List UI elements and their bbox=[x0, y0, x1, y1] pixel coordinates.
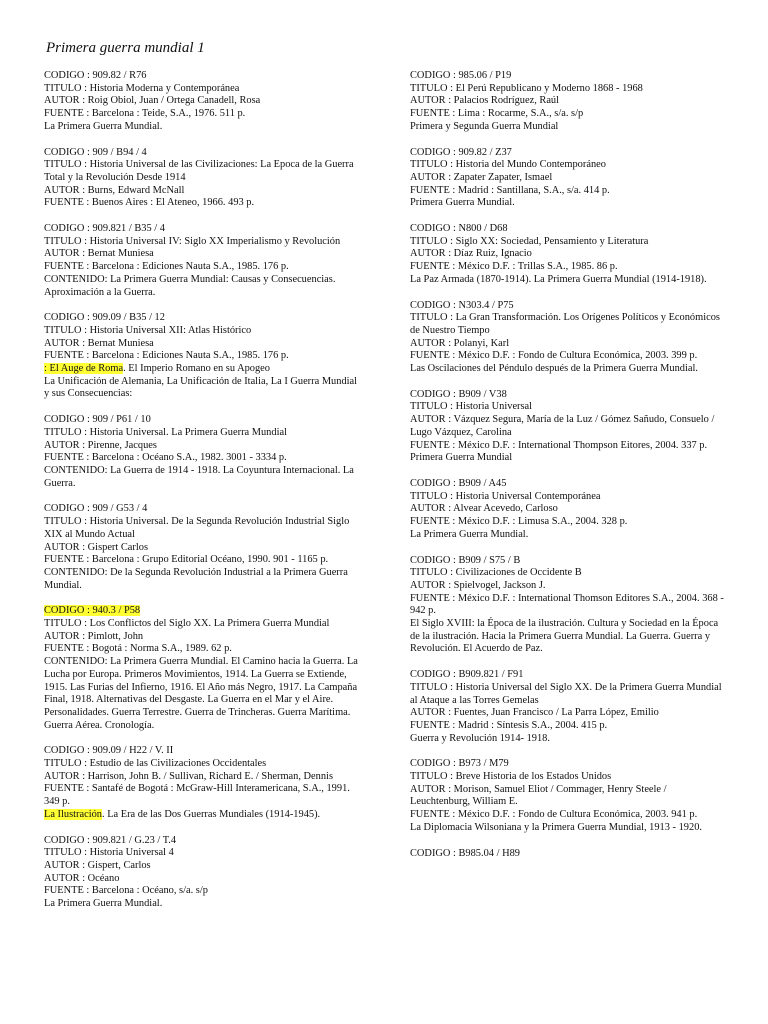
entry-line bbox=[410, 172, 728, 185]
catalog-entry bbox=[410, 555, 728, 657]
entry-text: TITULO : Historia Universal 4 bbox=[44, 847, 174, 859]
entry-text: Las Oscilaciones del Péndulo después de la Primera Guerra Mundial. bbox=[410, 363, 698, 375]
entry-line bbox=[44, 898, 364, 911]
entry-line bbox=[44, 656, 364, 732]
entry-text: AUTOR : Zapater Zapater, Ismael bbox=[410, 171, 553, 183]
entry-line bbox=[410, 197, 728, 210]
entry-text: La Paz Armada (1870-1914). La Primera Guerra Mundial (1914-1918). bbox=[410, 273, 707, 285]
entry-line bbox=[44, 440, 364, 453]
catalog-entry bbox=[410, 223, 728, 287]
entry-line bbox=[410, 95, 728, 108]
entry-text: TITULO : Historia Universal. La Primera Guerra Mundial bbox=[44, 426, 287, 438]
entry-line bbox=[44, 542, 364, 555]
entry-text: CODIGO : 909.09 / B35 / 12 bbox=[44, 312, 165, 324]
entry-line bbox=[44, 376, 364, 401]
entry-line bbox=[44, 274, 364, 299]
entry-text: CODIGO : 909 / B94 / 4 bbox=[44, 146, 147, 158]
entry-line bbox=[44, 554, 364, 567]
catalog-entry bbox=[410, 758, 728, 834]
entry-line bbox=[44, 83, 364, 96]
entry-text: TITULO : Historia Universal bbox=[410, 401, 533, 413]
entry-line bbox=[410, 580, 728, 593]
entry-line bbox=[410, 248, 728, 261]
entry-text: TITULO : Breve Historia de los Estados Unidos bbox=[410, 771, 612, 783]
entry-text: FUENTE : México D.F. : Trillas S.A., 1985. 86 p. bbox=[410, 261, 618, 273]
document-title: Primera guerra mundial 1 bbox=[46, 40, 205, 56]
entry-line bbox=[410, 350, 728, 363]
entry-line bbox=[410, 121, 728, 134]
entry-line bbox=[44, 873, 364, 886]
entry-text: FUENTE : México D.F. : International Thomson Editores S.A., 2004. 368 - 942 p. bbox=[410, 592, 724, 617]
entry-text: FUENTE : Barcelona : Océano S.A., 1982. 3001 - 3334 p. bbox=[44, 452, 287, 464]
entry-line bbox=[410, 669, 728, 682]
entry-text: FUENTE : Madrid : Santillana, S.A., s/a. 414 p. bbox=[410, 184, 610, 196]
entry-text: AUTOR : Palacios Rodríguez, Raúl bbox=[410, 95, 560, 107]
entry-line bbox=[410, 261, 728, 274]
entry-line bbox=[410, 401, 728, 414]
entry-line bbox=[410, 83, 728, 96]
entry-line bbox=[410, 733, 728, 746]
entry-text: CODIGO : B909 / V38 bbox=[410, 388, 507, 400]
entry-text: . La Era de las Dos Guerras Mundiales (1914-1945). bbox=[102, 808, 321, 820]
entry-line bbox=[410, 567, 728, 580]
entry-line bbox=[44, 325, 364, 338]
entry-line bbox=[44, 248, 364, 261]
entry-line bbox=[410, 236, 728, 249]
entry-line bbox=[410, 720, 728, 733]
entry-text: FUENTE : México D.F. : Limusa S.A., 2004. 328 p. bbox=[410, 516, 628, 528]
entry-line bbox=[410, 108, 728, 121]
entry-text: TITULO : El Perú Republicano y Moderno 1868 - 1968 bbox=[410, 82, 643, 94]
entry-line bbox=[410, 784, 728, 809]
entry-text: CODIGO : 909.09 / H22 / V. II bbox=[44, 745, 174, 757]
entry-text: AUTOR : Gispert, Carlos bbox=[44, 859, 151, 871]
catalog-entry bbox=[44, 70, 364, 134]
entry-line bbox=[44, 860, 364, 873]
entry-line bbox=[410, 758, 728, 771]
entry-line bbox=[410, 503, 728, 516]
entry-text: TITULO : Estudio de las Civilizaciones Occidentales bbox=[44, 758, 267, 770]
entry-text: FUENTE : Barcelona : Teide, S.A., 1976. 511 p. bbox=[44, 108, 246, 120]
entry-text: FUENTE : Barcelona : Ediciones Nauta S.A., 1985. 176 p. bbox=[44, 261, 289, 273]
entry-line bbox=[410, 338, 728, 351]
entry-text: La Primera Guerra Mundial. bbox=[44, 898, 163, 910]
entry-text: TITULO : Siglo XX: Sociedad, Pensamiento y Literatura bbox=[410, 235, 649, 247]
entry-line bbox=[410, 478, 728, 491]
entry-line bbox=[410, 414, 728, 439]
entry-line bbox=[410, 707, 728, 720]
catalog-entry bbox=[410, 848, 728, 861]
entry-text: AUTOR : Bernat Muniesa bbox=[44, 248, 154, 260]
entry-text: AUTOR : Spielvogel, Jackson J. bbox=[410, 579, 546, 591]
entry-text: El Siglo XVIII: la Época de la ilustración. Cultura y Sociedad en la Época de la ilustración. Hacia la Primera Guerra Mundial. La Guerra. Guerra y Revolución. El Acuerdo de Paz. bbox=[410, 618, 719, 655]
entry-text: AUTOR : Pimlott, John bbox=[44, 630, 144, 642]
entry-text: CODIGO : 909.82 / Z37 bbox=[410, 146, 512, 158]
entry-text: Primera Guerra Mundial. bbox=[410, 197, 515, 209]
entry-line bbox=[410, 618, 728, 656]
entry-text: TITULO : Historia Universal de las Civilizaciones: La Epoca de la Guerra Total y la Revolución Desde 1914 bbox=[44, 159, 354, 183]
entry-text: FUENTE : Bogotá : Norma S.A., 1989. 62 p. bbox=[44, 643, 232, 655]
entry-line bbox=[44, 121, 364, 134]
entry-line bbox=[44, 605, 364, 618]
entry-line bbox=[44, 223, 364, 236]
entry-line bbox=[410, 274, 728, 287]
entry-text: AUTOR : Harrison, John B. / Sullivan, Richard E. / Sherman, Dennis bbox=[44, 770, 333, 782]
entry-text: FUENTE : Barcelona : Grupo Editorial Océano, 1990. 901 - 1165 p. bbox=[44, 554, 329, 566]
entry-line bbox=[44, 567, 364, 592]
catalog-entry bbox=[44, 605, 364, 732]
entry-line bbox=[44, 618, 364, 631]
entry-text: . El Imperio Romano en su Apogeo bbox=[123, 363, 270, 375]
entry-line bbox=[410, 452, 728, 465]
catalog-entry bbox=[44, 745, 364, 821]
entry-text: CODIGO : B909 / A45 bbox=[410, 477, 507, 489]
catalog-entry bbox=[44, 147, 364, 211]
catalog-entry bbox=[410, 389, 728, 465]
entry-line bbox=[44, 885, 364, 898]
entry-text: AUTOR : Bernat Muniesa bbox=[44, 337, 154, 349]
entry-line bbox=[44, 363, 364, 376]
entry-text: TITULO : Los Conflictos del Siglo XX. La Primera Guerra Mundial bbox=[44, 618, 330, 630]
entry-line bbox=[44, 847, 364, 860]
catalog-entry bbox=[410, 70, 728, 134]
entry-text: CODIGO : 909.82 / R76 bbox=[44, 70, 147, 81]
entry-text: CODIGO : B973 / M79 bbox=[410, 758, 509, 770]
entry-text: AUTOR : Vázquez Segura, María de la Luz / Gómez Sañudo, Consuelo / Lugo Vázquez, Carolina bbox=[410, 414, 715, 438]
entry-text: TITULO : Historia Universal XII: Atlas Histórico bbox=[44, 324, 252, 336]
entry-text: La Primera Guerra Mundial. bbox=[410, 528, 529, 540]
entry-line bbox=[44, 70, 364, 83]
entry-line bbox=[410, 848, 728, 861]
entry-line bbox=[410, 822, 728, 835]
entry-line bbox=[44, 414, 364, 427]
entry-line bbox=[44, 338, 364, 351]
catalog-entry bbox=[410, 669, 728, 745]
entry-text: AUTOR : Fuentes, Juan Francisco / La Parra López, Emilio bbox=[410, 707, 659, 719]
entry-line bbox=[410, 300, 728, 313]
catalog-entry bbox=[410, 478, 728, 542]
entry-text: FUENTE : Madrid : Síntesis S.A., 2004. 415 p. bbox=[410, 719, 608, 731]
entry-line bbox=[410, 771, 728, 784]
entry-line bbox=[44, 427, 364, 440]
entry-text: AUTOR : Roig Obiol, Juan / Ortega Canadell, Rosa bbox=[44, 95, 261, 107]
entry-line bbox=[44, 516, 364, 541]
entry-line bbox=[410, 185, 728, 198]
entry-line bbox=[410, 440, 728, 453]
entry-line bbox=[44, 159, 364, 184]
entry-line bbox=[44, 197, 364, 210]
entry-line bbox=[410, 516, 728, 529]
entry-text: FUENTE : Barcelona : Océano, s/a. s/p bbox=[44, 885, 208, 897]
entry-line bbox=[44, 758, 364, 771]
entry-text: CODIGO : B985.04 / H89 bbox=[410, 847, 520, 859]
entry-text: FUENTE : Barcelona : Ediciones Nauta S.A., 1985. 176 p. bbox=[44, 350, 289, 362]
entry-line bbox=[44, 312, 364, 325]
highlighted-text: : El Auge de Roma bbox=[44, 363, 124, 375]
entry-line bbox=[44, 771, 364, 784]
entry-line bbox=[410, 389, 728, 402]
entry-line bbox=[44, 835, 364, 848]
entry-text: CODIGO : 909 / G53 / 4 bbox=[44, 503, 148, 515]
entry-text: TITULO : Historia Moderna y Contemporánea bbox=[44, 82, 240, 94]
entry-text: CODIGO : 909.821 / G.23 / T.4 bbox=[44, 834, 177, 846]
entry-text: FUENTE : México D.F. : Fondo de Cultura Económica, 2003. 941 p. bbox=[410, 809, 698, 821]
entry-line bbox=[44, 745, 364, 758]
catalog-entry bbox=[410, 300, 728, 376]
entry-text: La Primera Guerra Mundial. bbox=[44, 120, 163, 132]
entry-text: Primera Guerra Mundial bbox=[410, 452, 513, 464]
entry-text: La Diplomacia Wilsoniana y la Primera Guerra Mundial, 1913 - 1920. bbox=[410, 821, 702, 833]
entry-line bbox=[410, 491, 728, 504]
entry-text: CONTENIDO: La Primera Guerra Mundial. El Camino hacia la Guerra. La Lucha por Europa. Primeros Movimientos, 1914. La Guerra se Extiende, 1915. Las Furias del Infierno, 1916. El Año más Negro, 1917. La Campaña Final, 1918. Alternativas del Desgaste. La Guerra en el Mar y el Aire. Personalidades. Guerra Terrestre. Guerra de Trincheras. Guerra Marítima. Guerra Aérea. Cronología. bbox=[44, 656, 358, 731]
entry-line bbox=[410, 223, 728, 236]
entry-text: TITULO : La Gran Transformación. Los Orígenes Políticos y Económicos de Nuestro Tiempo bbox=[410, 312, 720, 336]
entry-line bbox=[410, 147, 728, 160]
entry-text: CODIGO : 909.821 / B35 / 4 bbox=[44, 223, 165, 235]
entry-text: Primera y Segunda Guerra Mundial bbox=[410, 120, 559, 132]
entry-line bbox=[44, 631, 364, 644]
entry-line bbox=[410, 363, 728, 376]
entry-line bbox=[44, 503, 364, 516]
entry-line bbox=[44, 783, 364, 808]
entry-line bbox=[410, 70, 728, 83]
entry-text: CODIGO : N303.4 / P75 bbox=[410, 299, 514, 311]
entry-line bbox=[44, 108, 364, 121]
entry-text: CODIGO : 909 / P61 / 10 bbox=[44, 414, 151, 426]
entry-line bbox=[44, 465, 364, 490]
entry-text: TITULO : Historia Universal Contemporánea bbox=[410, 490, 601, 502]
catalog-entry bbox=[44, 223, 364, 299]
entry-text: AUTOR : Pirenne, Jacques bbox=[44, 439, 157, 451]
entry-text: CONTENIDO: La Primera Guerra Mundial: Causas y Consecuencias. Aproximación a la Guerra. bbox=[44, 273, 336, 298]
entry-text: La Unificación de Alemania, La Unificación de Italia, La I Guerra Mundial y sus Consecuencias: bbox=[44, 375, 358, 400]
entry-line bbox=[410, 809, 728, 822]
entry-text: CONTENIDO: La Guerra de 1914 - 1918. La Coyuntura Internacional. La Guerra. bbox=[44, 464, 354, 489]
entry-line bbox=[44, 350, 364, 363]
entry-text: AUTOR : Polanyi, Karl bbox=[410, 337, 510, 349]
highlighted-text: La Ilustración bbox=[44, 808, 102, 820]
entry-line bbox=[410, 593, 728, 618]
entry-line bbox=[44, 261, 364, 274]
entry-text: AUTOR : Díaz Ruiz, Ignacio bbox=[410, 248, 532, 260]
entry-text: CONTENIDO: De la Segunda Revolución Industrial a la Primera Guerra Mundial. bbox=[44, 566, 348, 591]
entry-text: AUTOR : Burns, Edward McNall bbox=[44, 184, 185, 196]
entry-text: FUENTE : Buenos Aires : El Ateneo, 1966. 493 p. bbox=[44, 197, 255, 209]
entry-text: TITULO : Historia Universal. De la Segunda Revolución Industrial Siglo XIX al Mundo Actual bbox=[44, 516, 350, 540]
catalog-entry bbox=[44, 312, 364, 401]
entry-text: TITULO : Civilizaciones de Occidente B bbox=[410, 567, 582, 579]
entry-text: CODIGO : N800 / D68 bbox=[410, 223, 508, 235]
entry-text: AUTOR : Gispert Carlos bbox=[44, 541, 148, 553]
entry-line bbox=[410, 312, 728, 337]
highlighted-text: CODIGO : 940.3 / P58 bbox=[44, 605, 141, 617]
entry-line bbox=[44, 643, 364, 656]
entry-line bbox=[44, 236, 364, 249]
catalog-entry bbox=[44, 503, 364, 592]
entry-line bbox=[410, 682, 728, 707]
entry-text: CODIGO : B909 / S75 / B bbox=[410, 554, 521, 566]
entry-text: TITULO : Historia Universal IV: Siglo XX Imperialismo y Revolución bbox=[44, 235, 341, 247]
entry-line bbox=[44, 95, 364, 108]
entry-text: FUENTE : México D.F. : International Thompson Eitores, 2004. 337 p. bbox=[410, 439, 708, 451]
entry-line bbox=[410, 529, 728, 542]
entry-text: FUENTE : México D.F. : Fondo de Cultura Económica, 2003. 399 p. bbox=[410, 350, 698, 362]
entry-line bbox=[410, 159, 728, 172]
entry-text: TITULO : Historia Universal del Siglo XX. De la Primera Guerra Mundial al Ataque a las Torres Gemelas bbox=[410, 681, 722, 706]
right-column bbox=[410, 70, 728, 873]
entry-text: FUENTE : Lima : Rocarme, S.A., s/a. s/p bbox=[410, 108, 584, 120]
entry-line bbox=[44, 452, 364, 465]
entry-text: CODIGO : 985.06 / P19 bbox=[410, 70, 512, 81]
entry-text: AUTOR : Océano bbox=[44, 872, 120, 884]
entry-line bbox=[44, 185, 364, 198]
entry-text: AUTOR : Alvear Acevedo, Carloso bbox=[410, 503, 558, 515]
entry-text: AUTOR : Morison, Samuel Eliot / Commager, Henry Steele / Leuchtenburg, William E. bbox=[410, 783, 667, 808]
entry-text: CODIGO : B909.821 / F91 bbox=[410, 669, 524, 681]
entry-line bbox=[44, 809, 364, 822]
entry-text: FUENTE : Santafé de Bogotá : McGraw-Hill Interamericana, S.A., 1991. 349 p. bbox=[44, 783, 350, 808]
entry-text: Guerra y Revolución 1914- 1918. bbox=[410, 732, 550, 744]
catalog-entry bbox=[44, 835, 364, 911]
left-column bbox=[44, 70, 364, 924]
catalog-entry bbox=[44, 414, 364, 490]
catalog-entry bbox=[410, 147, 728, 211]
entry-text: TITULO : Historia del Mundo Contemporáneo bbox=[410, 159, 606, 171]
entry-line bbox=[410, 555, 728, 568]
entry-line bbox=[44, 147, 364, 160]
